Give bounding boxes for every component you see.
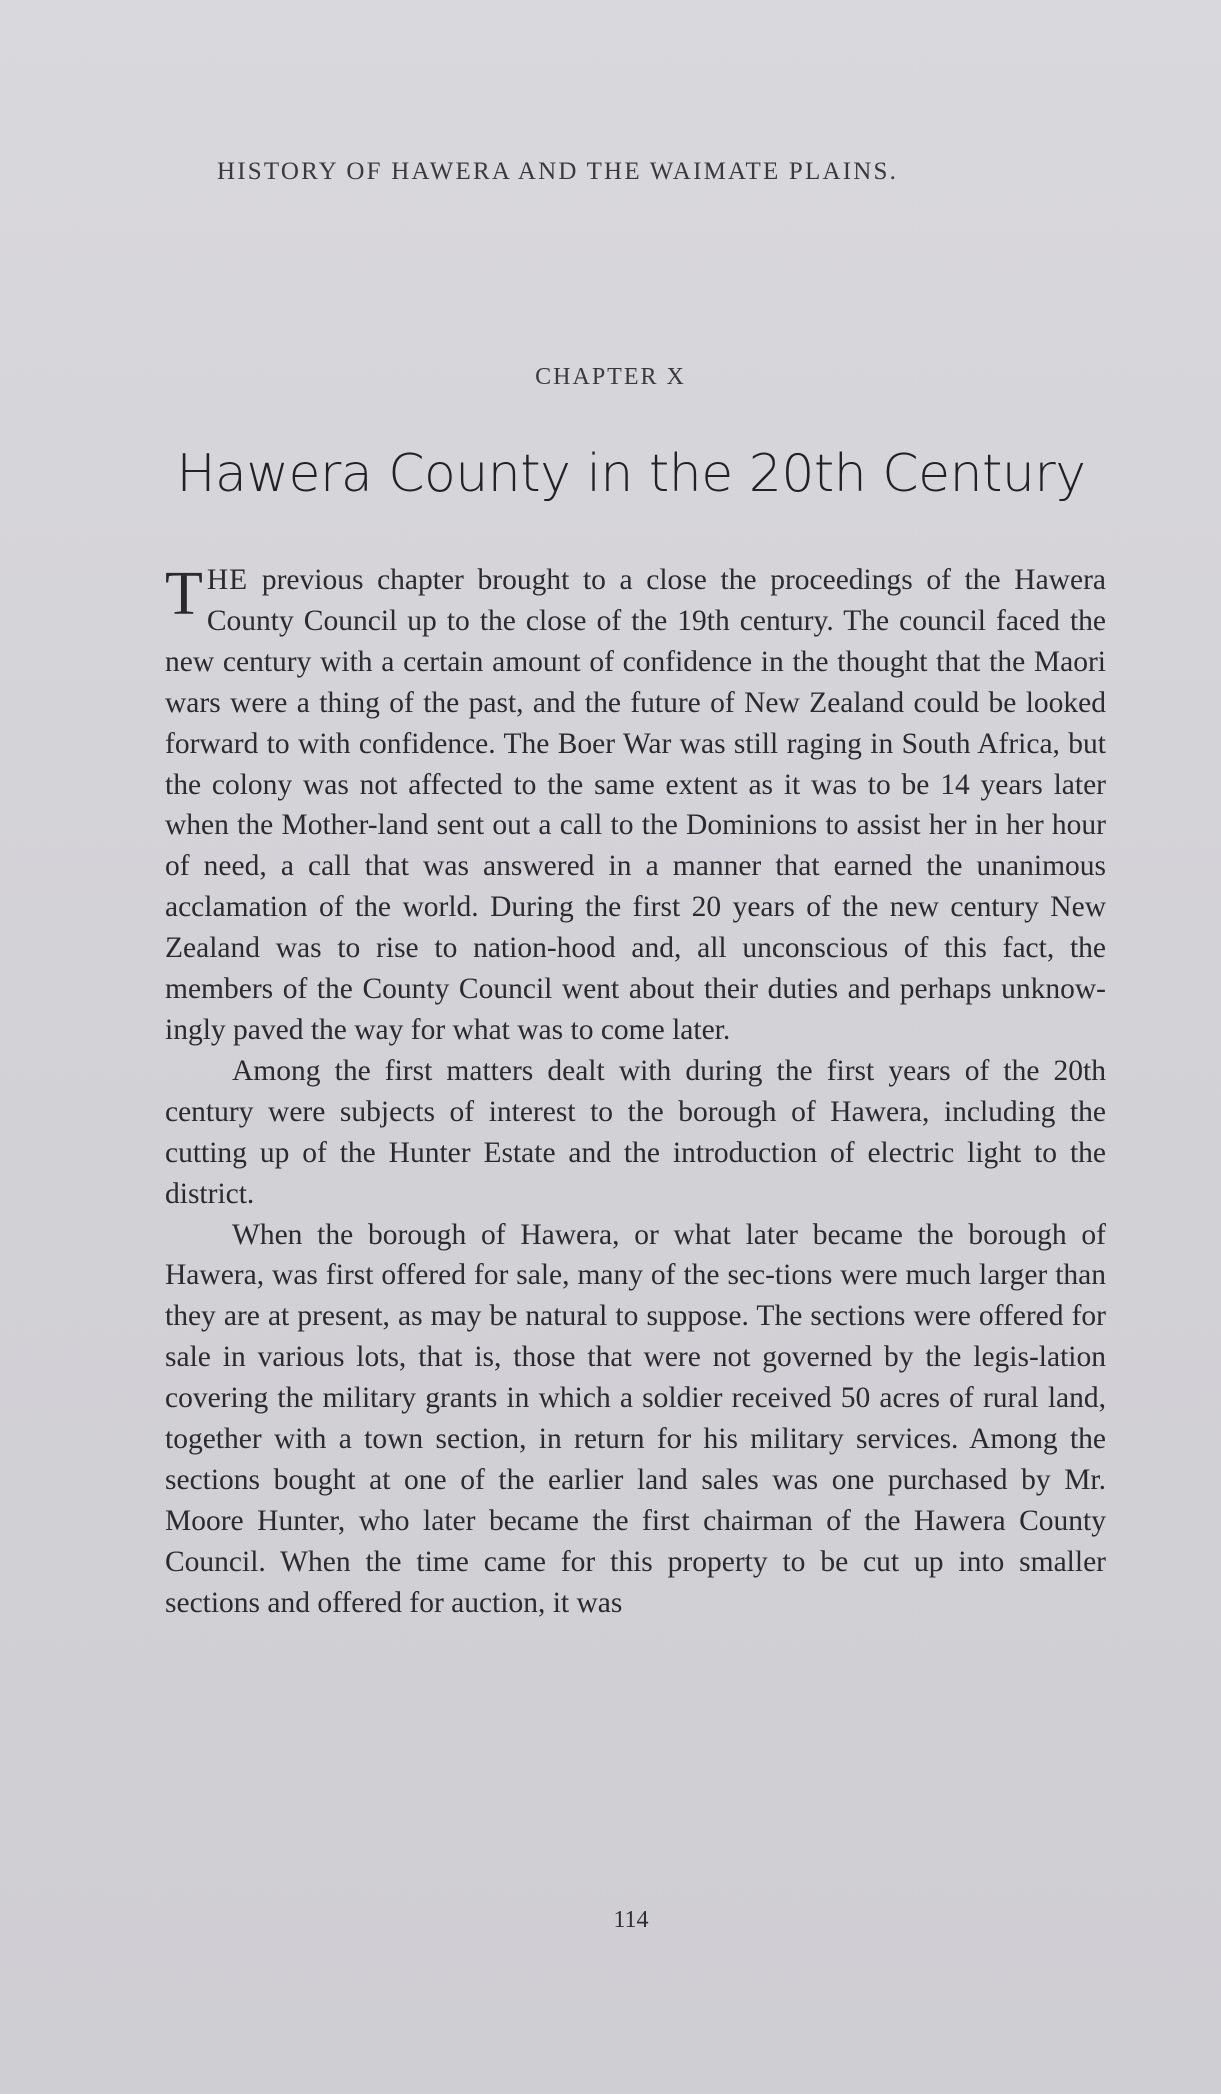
running-head: HISTORY OF HAWERA AND THE WAIMATE PLAINS. (217, 158, 899, 185)
body-text (165, 560, 1106, 1624)
chapter-label: CHAPTER X (535, 364, 686, 390)
paragraph-2: Among the first matters dealt with during the first years of the 20th century were subjects of interest to the borough of Hawera, including the cutting up of the Hunter Estate and the introduction of electric light to the district. (165, 1054, 1106, 1210)
paragraph-3: When the borough of Hawera, or what later became the borough of Hawera, was first offered for sale, many of the sec-tions were much larger than they are at present, as may be natural to suppose. The sections were offered for sale in various lots, that is, those that were not governed by the legis-lation covering the military grants in which a soldier received 50 acres of rural land, together with a town section, in return for his military services. Among the sections bought at one of the earlier land sales was one purchased by Mr. Moore Hunter, who later became the first chairman of the Hawera County Council. When the time came for this property to be cut up into smaller sections and offered for auction, it was (165, 1218, 1106, 1619)
paragraph-1-text: previous chapter brought to a close the proceedings of the Hawera County Council up to the close of the 19th century. The council faced the new century with a certain amount of confidence in the thought that the Maori wars were a thing of the past, and the future of New Zealand could be looked forward to with confidence. The Boer War was still raging in South Africa, but the colony was not affected to the same extent as it was to be 14 years later when the Mother-land sent out a call to the Dominions to assist her in her hour of need, a call that was answered in a manner that earned the unanimous acclamation of the world. During the first 20 years of the new century New Zealand was to rise to nation-hood and, all unconscious of this fact, the members of the County Council went about their duties and perhaps unknow-ingly paved the way for what was to come later. (165, 564, 1106, 1046)
page-number: 114 (613, 1907, 649, 1933)
drop-cap: T (165, 560, 203, 628)
lead-caps: HE (206, 564, 249, 596)
paragraph-1 (165, 560, 1106, 1051)
chapter-title: Hawera County in the 20th Century (176, 444, 1086, 504)
